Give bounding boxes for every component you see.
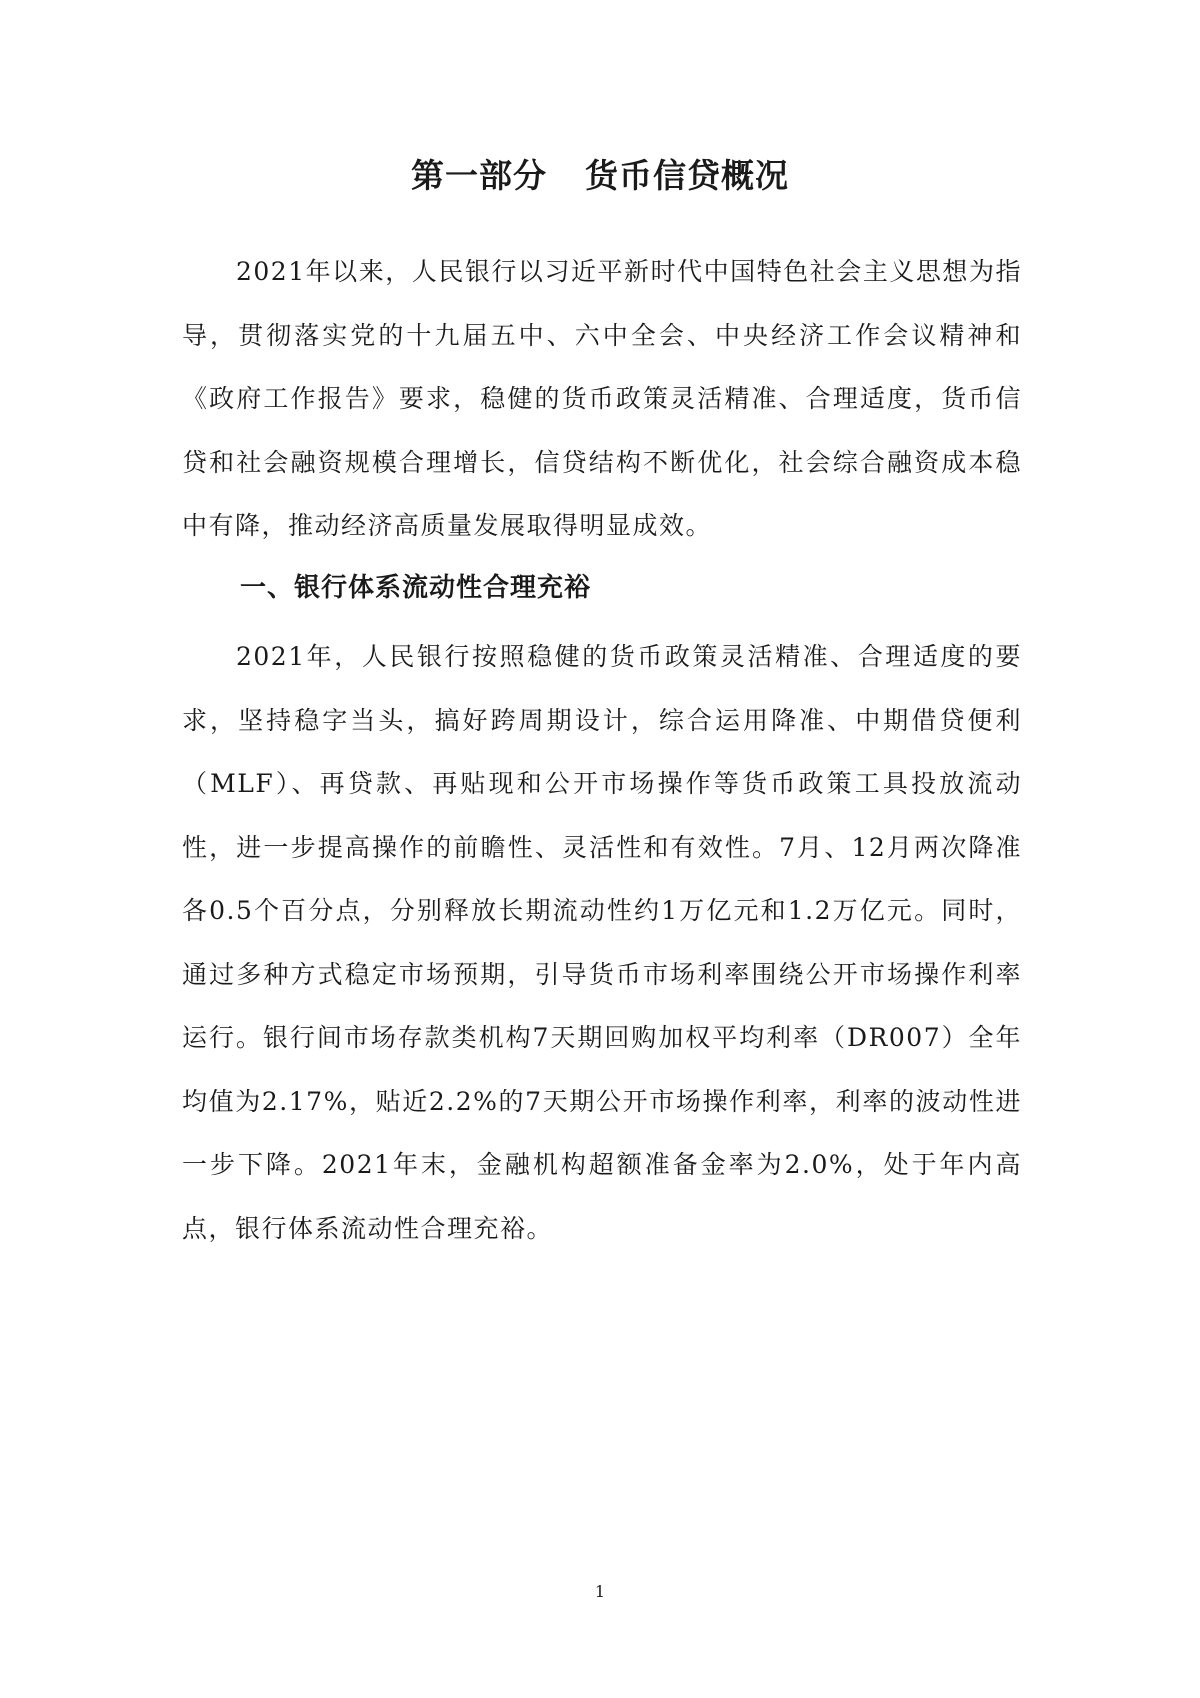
title-name: 货币信贷概况 <box>585 156 789 195</box>
title-part: 第一部分 <box>411 156 547 195</box>
paragraph-liquidity: 2021年，人民银行按照稳健的货币政策灵活精准、合理适度的要求，坚持稳字当头，搞好跨周期设计，综合运用降准、中期借贷便利（MLF）、再贷款、再贴现和公开市场操作等货币政策工具投放流动性，进一步提高操作的前瞻性、灵活性和有效性。7月、12月两次降准各0.5个百分点，分别释放长期流动性约1万亿元和1.2万亿元。同时，通过多种方式稳定市场预期，引导货币市场利率围绕公开市场操作利率运行。银行间市场存款类机构7天期回购加权平均利率（DR007）全年均值为2.17%，贴近2.2%的7天期公开市场操作利率，利率的波动性进一步下降。2021年末，金融机构超额准备金率为2.0%，处于年内高点，银行体系流动性合理充裕。 <box>182 642 1022 1243</box>
paragraph-intro: 2021年以来，人民银行以习近平新时代中国特色社会主义思想为指导，贯彻落实党的十九届五中、六中全会、中央经济工作会议精神和《政府工作报告》要求，稳健的货币政策灵活精准、合理适度，货币信贷和社会融资规模合理增长，信贷结构不断优化，社会综合融资成本稳中有降，推动经济高质量发展取得明显成效。 <box>182 257 1022 540</box>
page-number: 1 <box>594 1582 606 1601</box>
page-title <box>0 150 1200 197</box>
section-heading: 一、银行体系流动性合理充裕 <box>240 573 592 603</box>
